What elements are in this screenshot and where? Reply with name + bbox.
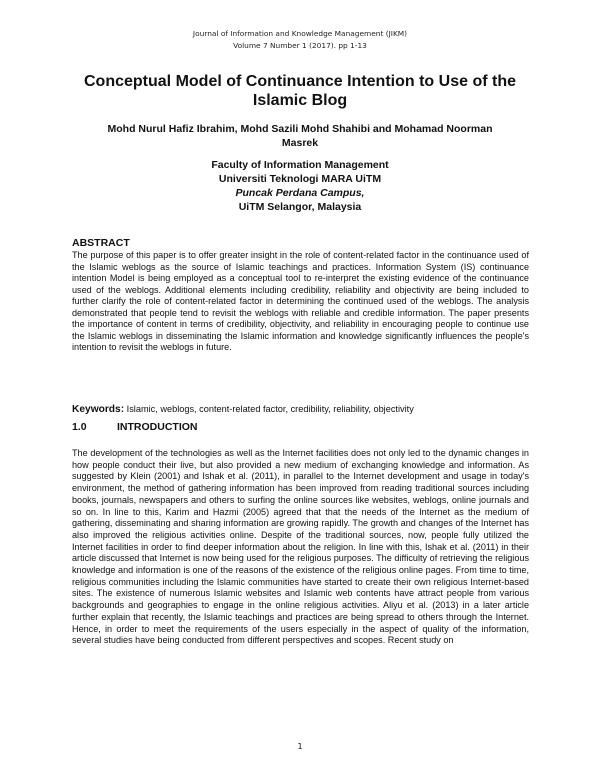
section-body-text: The development of the technologies as well as the Internet facilities does not only led to the dynamic changes in how people conduct their live, but also provided a new medium of exchanging knowledge and information. As suggested by Klein (2001) and Ishak et al. (2011), in parallel to the Internet development and usage in today's environment, the method of gathering information has been improved from reading traditional sources including books, journals, newspapers and others to surfing the online sources like websites, weblogs, online journals and so on. In line to this, Karim and Hazmi (2005) agreed that that the needs of the Internet as the medium of gathering, disseminating and sharing information are growing rapidly. The growth and changes of the Internet has also improved the religious activities online. Despite of the traditional sources, now, people fully utilized the Internet facilities in order to find deeper information about the religion. In line with this, Ishak et al. (2011) in their article discussed that Internet is now being used for the religious purposes. The difficulty of retrieving the religious knowledge and information is one of the reasons of the existence of the religious online pages. From time to time, religious communities including the Islamic communities have started to create their own religious Internet-based sites. The existence of numerous Islamic websites and Islamic web contents have attract people from various backgrounds and geographies to engage in the online religious activities. Aliyu et al. (2013) in a later article further explain that recently, the Islamic teachings and practices are being spread to others through the Internet. Hence, in order to meet the requirements of the users especially in the aspect of quality of the information, several studies have being conducted from different perspectives and scopes. Recent study on [72,448,529,646]
journal-volume: Volume 7 Number 1 (2017). pp 1-13 [233,41,367,50]
affiliation-block [150,158,450,214]
section-number: 1.0 [72,421,87,433]
keywords-label: Keywords: [72,404,125,415]
abstract-text: The purpose of this paper is to offer greater insight in the role of content-related factor in the continuance used of the Islamic weblogs as the source of Islamic teachings and practices. Information System (IS) continuance intention Model is being employed as a conceptual tool to re-interpret the existing evidence of the continuance used of the weblogs. Additional elements including credibility, reliability and objectivity are being included to further clarify the role of content-related factor in determining the continued used of the weblogs. The analysis demonstrated that people tend to revisit the weblogs with reliable and credible information. The paper presents the importance of content in terms of credibility, objectivity, and reliability in encouraging people to continue use the Islamic weblogs in disseminating the Islamic information and knowledge significantly influences the people's intention to revisit the weblogs in future. [72,250,529,352]
keywords-line [72,403,532,416]
abstract-heading: ABSTRACT [72,237,130,249]
section-title: INTRODUCTION [117,421,198,433]
affiliation-university: Universiti Teknologi MARA UiTM [218,173,382,185]
journal-header [0,28,600,52]
journal-name: Journal of Information and Knowledge Management (JIKM) [192,29,408,38]
affiliation-campus: Puncak Perdana Campus, [235,187,365,199]
paper-title: Conceptual Model of Continuance Intention to Use of the Islamic Blog [84,73,516,109]
page-number: 1 [297,742,303,751]
section-heading [72,421,198,434]
affiliation-faculty: Faculty of Information Management [211,159,389,171]
affiliation-location: UiTM Selangor, Malaysia [238,201,362,213]
keywords-text: Islamic, weblogs, content-related factor, credibility, reliability, objectivity [126,404,414,414]
author-list: Mohd Nurul Hafiz Ibrahim, Mohd Sazili Mohd Shahibi and Mohamad Noorman Masrek [107,123,493,149]
